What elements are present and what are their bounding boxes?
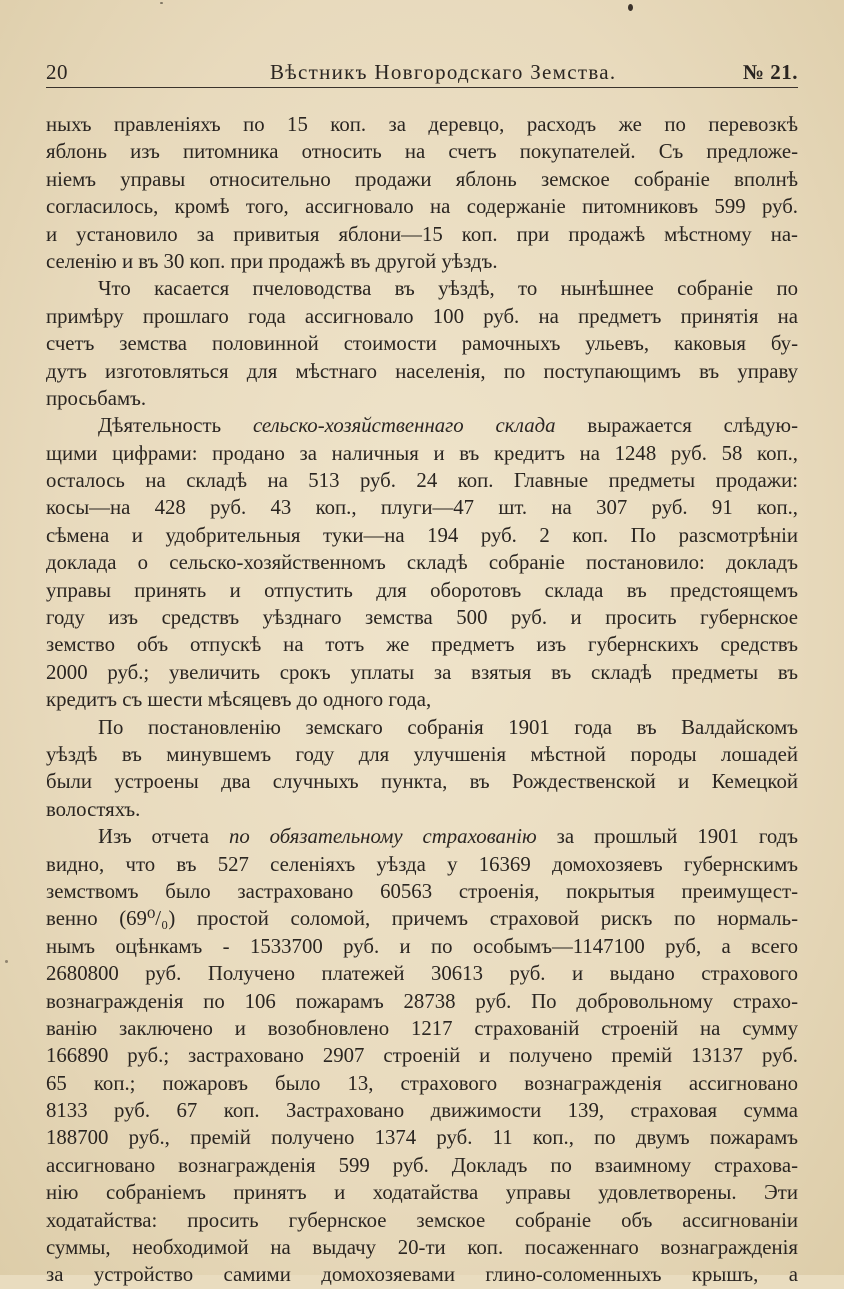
text-line: венно (69⁰/₀) простой соломой, причемъ страховой рискъ по нормаль- <box>46 907 798 931</box>
text-line: кредитъ съ шести мѣсяцевъ до одного года, <box>46 688 432 712</box>
header-rule <box>46 87 798 88</box>
italic-term: по обязательному страхованію <box>228 825 537 849</box>
page-number: 20 <box>46 60 68 84</box>
text-line: ассигновано вознагражденія 599 руб. Докладъ по взаимному страхова- <box>46 1153 798 1177</box>
text-line: селенію и въ 30 коп. при продажѣ въ другой уѣздъ. <box>46 249 498 273</box>
text-line: Изъ отчета по обязательному страхованію за прошлый 1901 годъ <box>98 825 798 849</box>
text-line: были устроены два случныхъ пункта, въ Рождественской и Кемецкой <box>46 770 798 794</box>
text-line: По постановленію земскаго собранія 1901 года въ Валдайскомъ <box>98 715 798 739</box>
text-line: 65 коп.; пожаровъ было 13, страхового вознагражденія ассигновано <box>46 1071 798 1095</box>
text-line: волостяхъ. <box>46 797 141 821</box>
text-line: осталось на складѣ на 513 руб. 24 коп. Главные предметы продажи: <box>46 469 798 493</box>
text-line: сѣмена и удобрительныя туки—на 194 руб. 2 коп. По разсмотрѣніи <box>46 523 798 547</box>
text-line: ныхъ правленіяхъ по 15 коп. за деревцо, расходъ же по перевозкѣ <box>46 113 798 136</box>
text-line: 188700 руб., премій получено 1374 руб. 11 коп., по двумъ пожарамъ <box>46 1126 798 1150</box>
text-line: дутъ изготовляться для мѣстнаго населенія, по поступающимъ въ управу <box>46 359 798 383</box>
italic-term: сельско-хозяйственнаго склада <box>252 414 556 438</box>
ink-speck <box>5 960 8 963</box>
issue-number: № 21. <box>742 60 798 84</box>
text-line: году изъ средствъ уѣзднаго земства 500 руб. и просить губернское <box>46 606 798 630</box>
text-line: 166890 руб.; застраховано 2907 строеній и получено премій 13137 руб. <box>46 1044 798 1068</box>
text-line: земство объ отпускѣ на тотъ же предметъ изъ губернскихъ средствъ <box>46 633 798 657</box>
text-line: Что касается пчеловодства въ уѣздѣ, то нынѣшнее собраніе по <box>98 277 798 301</box>
text-line: ніемъ управы относительно продажи яблонь земское собраніе вполнѣ <box>46 167 798 191</box>
ink-speck <box>628 4 633 11</box>
text-line: счетъ земства половинной стоимости рамочныхъ ульевъ, каковыя бу- <box>46 332 798 356</box>
text-line: просьбамъ. <box>46 386 147 410</box>
text-line: суммы, необходимой на выдачу 20-ти коп. посаженнаго вознагражденія <box>46 1236 798 1260</box>
text-line: Дѣятельность сельско-хозяйственнаго склада выражается слѣдую- <box>98 414 798 438</box>
text-line: 8133 руб. 67 коп. Застраховано движимости 139, страховая сумма <box>46 1099 798 1123</box>
text-line: видно, что въ 527 селеніяхъ уѣзда у 16369 домохозяевъ губернскимъ <box>46 852 798 876</box>
text-line: щими цифрами: продано за наличныя и въ кредитъ на 1248 руб. 58 коп., <box>46 441 798 465</box>
text-line: примѣру прошлаго года ассигновало 100 руб. на предметъ принятія на <box>46 304 798 328</box>
text-line: вознагражденія по 106 пожарамъ 28738 руб. По добровольному страхо- <box>46 989 798 1013</box>
ink-speck <box>160 2 163 4</box>
text-line: за устройство самими домохозяевами глино-соломенныхъ крышъ, а <box>46 1263 798 1287</box>
text-line: ходатайства: просить губернское земское собраніе объ ассигнованіи <box>46 1208 798 1232</box>
article-body <box>46 111 798 1289</box>
text-line: доклада о сельско-хозяйственномъ складѣ собраніе постановило: докладъ <box>46 551 798 575</box>
text-line: управы принять и отпустить для оборотовъ склада въ предстоящемъ <box>46 578 798 602</box>
journal-title: Вѣстникъ Новгородскаго Земства. <box>270 60 617 84</box>
text-line: косы—на 428 руб. 43 коп., плуги—47 шт. на 307 руб. 91 коп., <box>46 496 798 520</box>
text-line: и установило за привитыя яблони—15 коп. при продажѣ мѣстному на- <box>46 222 798 246</box>
text-line: ванію заключено и возобновлено 1217 страхованій строеній на сумму <box>46 1016 798 1040</box>
text-line: 2680800 руб. Получено платежей 30613 руб. и выдано страхового <box>46 962 798 986</box>
text-line: земствомъ было застраховано 60563 строенія, покрытыя преимущест- <box>46 879 798 903</box>
text-line: нію собраніемъ принятъ и ходатайства управы удовлетворены. Эти <box>46 1181 798 1205</box>
text-line: уѣздѣ въ минувшемъ году для улучшенія мѣстной породы лошадей <box>46 742 798 766</box>
page-header <box>46 58 798 88</box>
text-line: нымъ оцѣнкамъ - 1533700 руб. и по особымъ—1147100 руб, а всего <box>46 934 798 958</box>
text-line: 2000 руб.; увеличить срокъ уплаты за взятыя въ складѣ предметы въ <box>46 660 798 684</box>
text-line: яблонь изъ питомника относить на счетъ покупателей. Съ предложе- <box>46 140 798 164</box>
text-line: согласилось, кромѣ того, ассигновало на содержаніе питомниковъ 599 руб. <box>46 195 798 219</box>
